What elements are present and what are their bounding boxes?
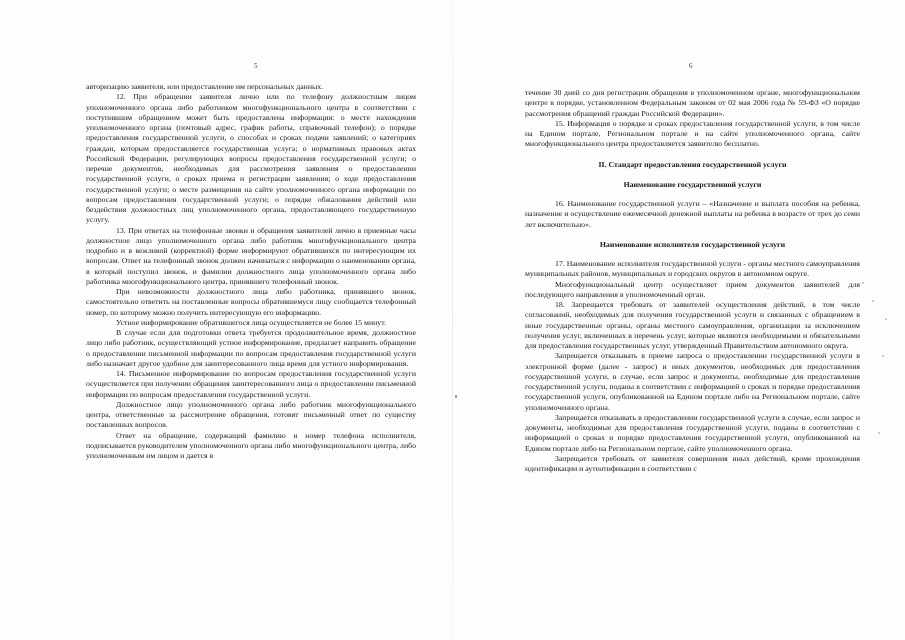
- paragraph: Должностное лицо уполномоченного органа либо работник многофункционального центра, ответственные за рассмотрение обращения, готовят письменный ответ по существу поставленных вопросов.: [86, 399, 416, 430]
- paragraph: 16. Наименование государственной услуги – «Назначение и выплата пособия на ребенка, назначение и осуществление ежемесячной денежной выплаты на ребенка в возрасте от трех до семи лет включительно».: [525, 199, 860, 229]
- paragraph: 13. При ответах на телефонные звонки и обращения заявителей лично в приемные часы должностное лицо уполномоченного органа либо работник многофункционального центра подробно и в вежливой (корректной) форме информируют обратившихся по интересующим их вопросам. Ответ на телефонный звонок должен начинаться с информации о наименовании органа, в который поступил звонок, и фамилии должностного лица уполномоченного органа либо работника многофункционального центра, принявшего телефонный звонок.: [86, 225, 416, 286]
- paragraph: Ответ на обращение, содержащий фамилию и номер телефона исполнителя, подписывается руководителем уполномоченного органа либо многофункционального центра, либо уполномоченным им лицом и дается в: [86, 430, 416, 460]
- page-number: 6: [689, 62, 693, 70]
- scan-speck: [878, 432, 880, 434]
- paragraph: авторизацию заявителя, или предоставление им персональных данных.: [86, 82, 324, 91]
- page-number: 5: [254, 62, 258, 70]
- paragraph: 15. Информация о порядке и сроках предоставления государственной услуги, в том числе на Едином портале, Региональном портале и на сайте уполномоченного органа, сайте многофункционального центра предоставляется заявителю бесплатно.: [525, 118, 860, 149]
- section-heading: Наименование исполнителя государственной услуги: [599, 239, 786, 249]
- scan-speck: [862, 282, 864, 284]
- left-page-body: [86, 82, 416, 461]
- section-heading: Наименование государственной услуги: [623, 179, 762, 189]
- paragraph: Запрещается отказывать в предоставлении государственной услуги в случае, если запрос и документы, необходимые для предоставления государственной услуги, поданы в соответствии с информацией о сроках и порядке предоставления государственной услуги, опубликованной на Едином портале либо на Региональном портале, сайте уполномоченного органа.: [525, 412, 860, 453]
- paragraph: 14. Письменное информирование по вопросам предоставления государственной услуги осуществляется при получении обращения заинтересованного лица о предоставлении письменной информации по вопросам предоставления государственной услуги.: [86, 369, 416, 399]
- scan-speck: [885, 318, 887, 320]
- paragraph: 17. Наименование исполнителя государственной услуги - органы местного самоуправления муниципальных районов, муниципальных и городских округов в автономном округе.: [525, 259, 860, 279]
- scan-speck: [882, 355, 884, 357]
- paragraph: Запрещается отказывать в приеме запроса о предоставлении государственной услуги в электронной форме (далее - запрос) и иных документов, необходимых для предоставления государственной услуги, в случае, если запрос и документы, необходимые для предоставления государственной услуги, поданы в соответствии с информацией о сроках и порядке предоставления государственной услуги, опубликованной на Едином портале либо на Региональном портале, сайте уполномоченного органа.: [525, 351, 860, 412]
- left-page: [0, 0, 452, 640]
- scan-speck: [872, 300, 874, 302]
- section-heading: II. Стандарт предоставления государственной услуги: [598, 159, 787, 169]
- paragraph: Устное информирование обратившегося лица осуществляется не более 15 минут.: [116, 317, 386, 327]
- paragraph: При невозможности должностного лица либо работника, принявшего звонок, самостоятельно ответить на поставленные вопросы обратившемуся лицу сообщается телефонный номер, по которому можно получить интересующую его информацию.: [86, 287, 416, 317]
- paragraph: В случае если для подготовки ответа требуется продолжительное время, должностное лицо либо работник, осуществляющий устное информирование, предлагает направить обращение о предоставлении письменной информации по вопросам предоставления государственной услуги либо назначает другое удобное для заинтересованного лица время для устного информирования.: [86, 328, 416, 368]
- paragraph: Многофункциональный центр осуществляет прием документов заявителей для последующего направления в уполномоченный орган.: [525, 279, 860, 299]
- scan-speck: [455, 395, 457, 398]
- paragraph: Запрещается требовать от заявителя совершения иных действий, кроме прохождения идентификации и аутентификации в соответствии с: [525, 453, 860, 473]
- right-page-body: [525, 88, 860, 474]
- paragraph: течение 30 дней со дня регистрации обращения в уполномоченном органе, многофункциональном центре в порядке, установленном Федеральным законом от 02 мая 2006 года № 59-ФЗ «О порядке рассмотрения обращений граждан Российской Федерации».: [525, 88, 860, 118]
- paragraph: 12. При обращении заявителя лично или по телефону должностным лицом уполномоченного органа либо работником многофункционального центра в соответствии с поступившим обращением может быть предоставлена информация: о месте нахождения уполномоченного органа (почтовый адрес, график работы, справочный телефон); о порядке предоставления государственной услуги, о способах и сроках подачи заявлений; о категориях граждан, которым предоставляется государственная услуга; о нормативных правовых актах Российской Федерации, регулирующих вопросы предоставления государственной услуги; о перечне документов, необходимых для рассмотрения заявления о предоставлении государственной услуги, о сроках приема и регистрации заявления; о ходе предоставления государственной услуги; о месте размещения на сайте уполномоченного органа информации по вопросам предоставления государственной услуги; о порядке обжалования действий или бездействия должностных лиц уполномоченного органа, предоставляющего государственную услугу.: [86, 92, 416, 225]
- paragraph: 18. Запрещается требовать от заявителей осуществления действий, в том числе согласований, необходимых для получения государственной услуги и связанных с обращением в иные государственные органы, органы местного самоуправления, организации за исключением получения услуг, включенных в перечень услуг, которые являются необходимыми и обязательными для предоставления государственных услуг, утвержденный Правительством автономного округа.: [525, 300, 860, 350]
- right-page: [453, 0, 905, 640]
